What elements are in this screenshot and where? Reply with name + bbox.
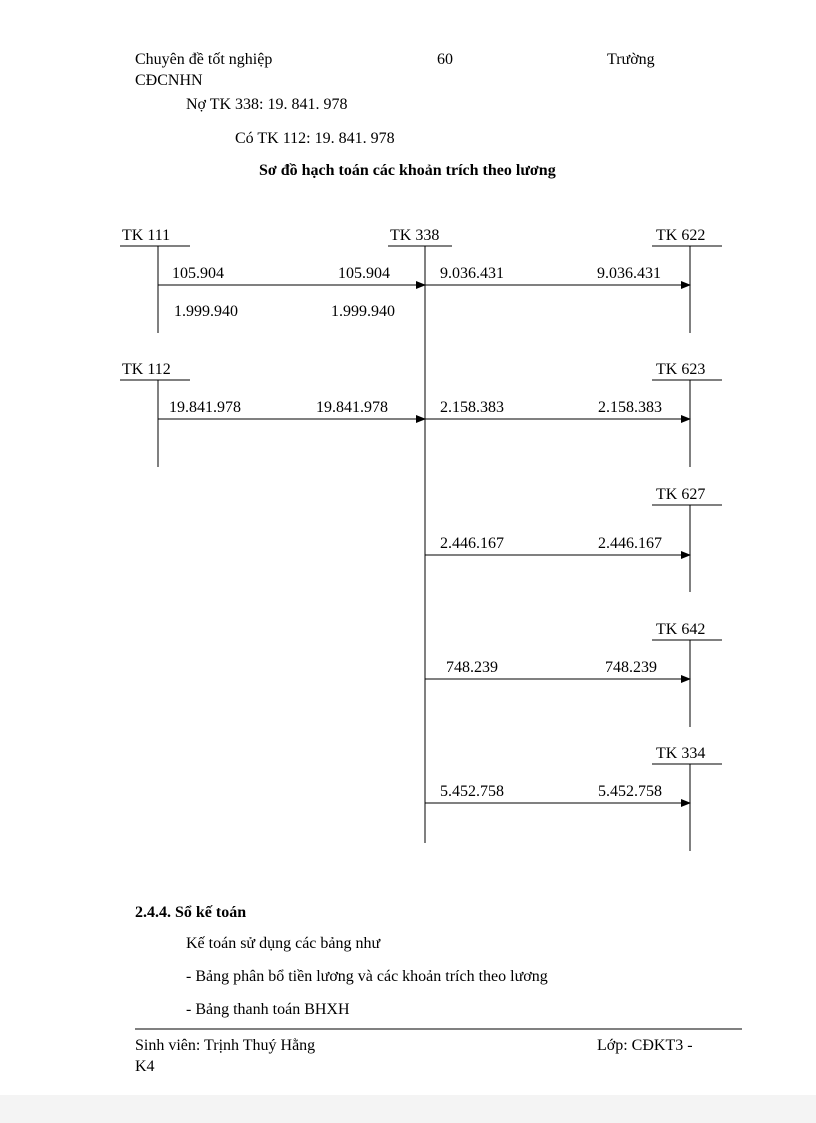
footer-class-continued: K4 <box>135 1058 155 1075</box>
header-left: Chuyên đề tốt nghiệp <box>135 51 273 68</box>
amount-label: 2.446.167 <box>598 535 662 552</box>
list-item: - Bảng phân bổ tiền lương và các khoản trích theo lương <box>186 968 548 985</box>
amount-label: 9.036.431 <box>440 265 504 282</box>
amount-label: 9.036.431 <box>597 265 661 282</box>
amount-label: 2.158.383 <box>440 399 504 416</box>
t-account-tk642 <box>652 621 722 727</box>
amount-label: 19.841.978 <box>169 399 241 416</box>
amount-label: 1.999.940 <box>174 303 238 320</box>
footer-student: Sinh viên: Trịnh Thuý Hằng <box>135 1037 316 1054</box>
header-left-continued: CĐCNHN <box>135 72 203 89</box>
flow-tk338-tk334 <box>425 783 690 803</box>
flow-tk338-tk627 <box>425 535 690 555</box>
account-label-tk627: TK 627 <box>656 486 706 503</box>
amount-label: 2.158.383 <box>598 399 662 416</box>
header-right: Trường <box>607 51 655 68</box>
t-account-tk622 <box>652 227 722 333</box>
section-intro: Kế toán sử dụng các bảng như <box>186 935 381 952</box>
amount-label: 2.446.167 <box>440 535 504 552</box>
account-label-tk111: TK 111 <box>122 227 171 244</box>
diagram-title: Sơ đồ hạch toán các khoản trích theo lương <box>259 162 556 179</box>
footer-class: Lớp: CĐKT3 - <box>597 1037 693 1054</box>
account-label-tk623: TK 623 <box>656 361 706 378</box>
debit-entry: Nợ TK 338: 19. 841. 978 <box>186 96 348 113</box>
credit-entry: Có TK 112: 19. 841. 978 <box>235 130 395 147</box>
amount-label: 5.452.758 <box>440 783 504 800</box>
flow-tk338-tk622 <box>425 265 690 285</box>
account-label-tk112: TK 112 <box>122 361 171 378</box>
amount-label: 5.452.758 <box>598 783 662 800</box>
amount-label: 105.904 <box>338 265 390 282</box>
amount-label: 748.239 <box>605 659 657 676</box>
flow-tk338-tk642 <box>425 659 690 679</box>
account-label-tk622: TK 622 <box>656 227 706 244</box>
page-number: 60 <box>437 51 453 68</box>
section-heading: 2.4.4. Sổ kế toán <box>135 904 247 921</box>
amount-label: 105.904 <box>172 265 224 282</box>
flow-tk111-tk338 <box>158 265 425 320</box>
account-label-tk642: TK 642 <box>656 621 706 638</box>
flow-tk112-tk338 <box>158 399 425 419</box>
amount-label: 19.841.978 <box>316 399 388 416</box>
list-item: - Bảng thanh toán BHXH <box>186 1001 350 1018</box>
t-account-tk623 <box>652 361 722 467</box>
account-label-tk338: TK 338 <box>390 227 440 244</box>
page-bottom-band <box>0 1095 816 1123</box>
account-label-tk334: TK 334 <box>656 745 706 762</box>
amount-label: 748.239 <box>446 659 498 676</box>
amount-label: 1.999.940 <box>331 303 395 320</box>
flow-tk338-tk623 <box>425 399 690 419</box>
t-account-tk627 <box>652 486 722 592</box>
t-account-tk334 <box>652 745 722 851</box>
